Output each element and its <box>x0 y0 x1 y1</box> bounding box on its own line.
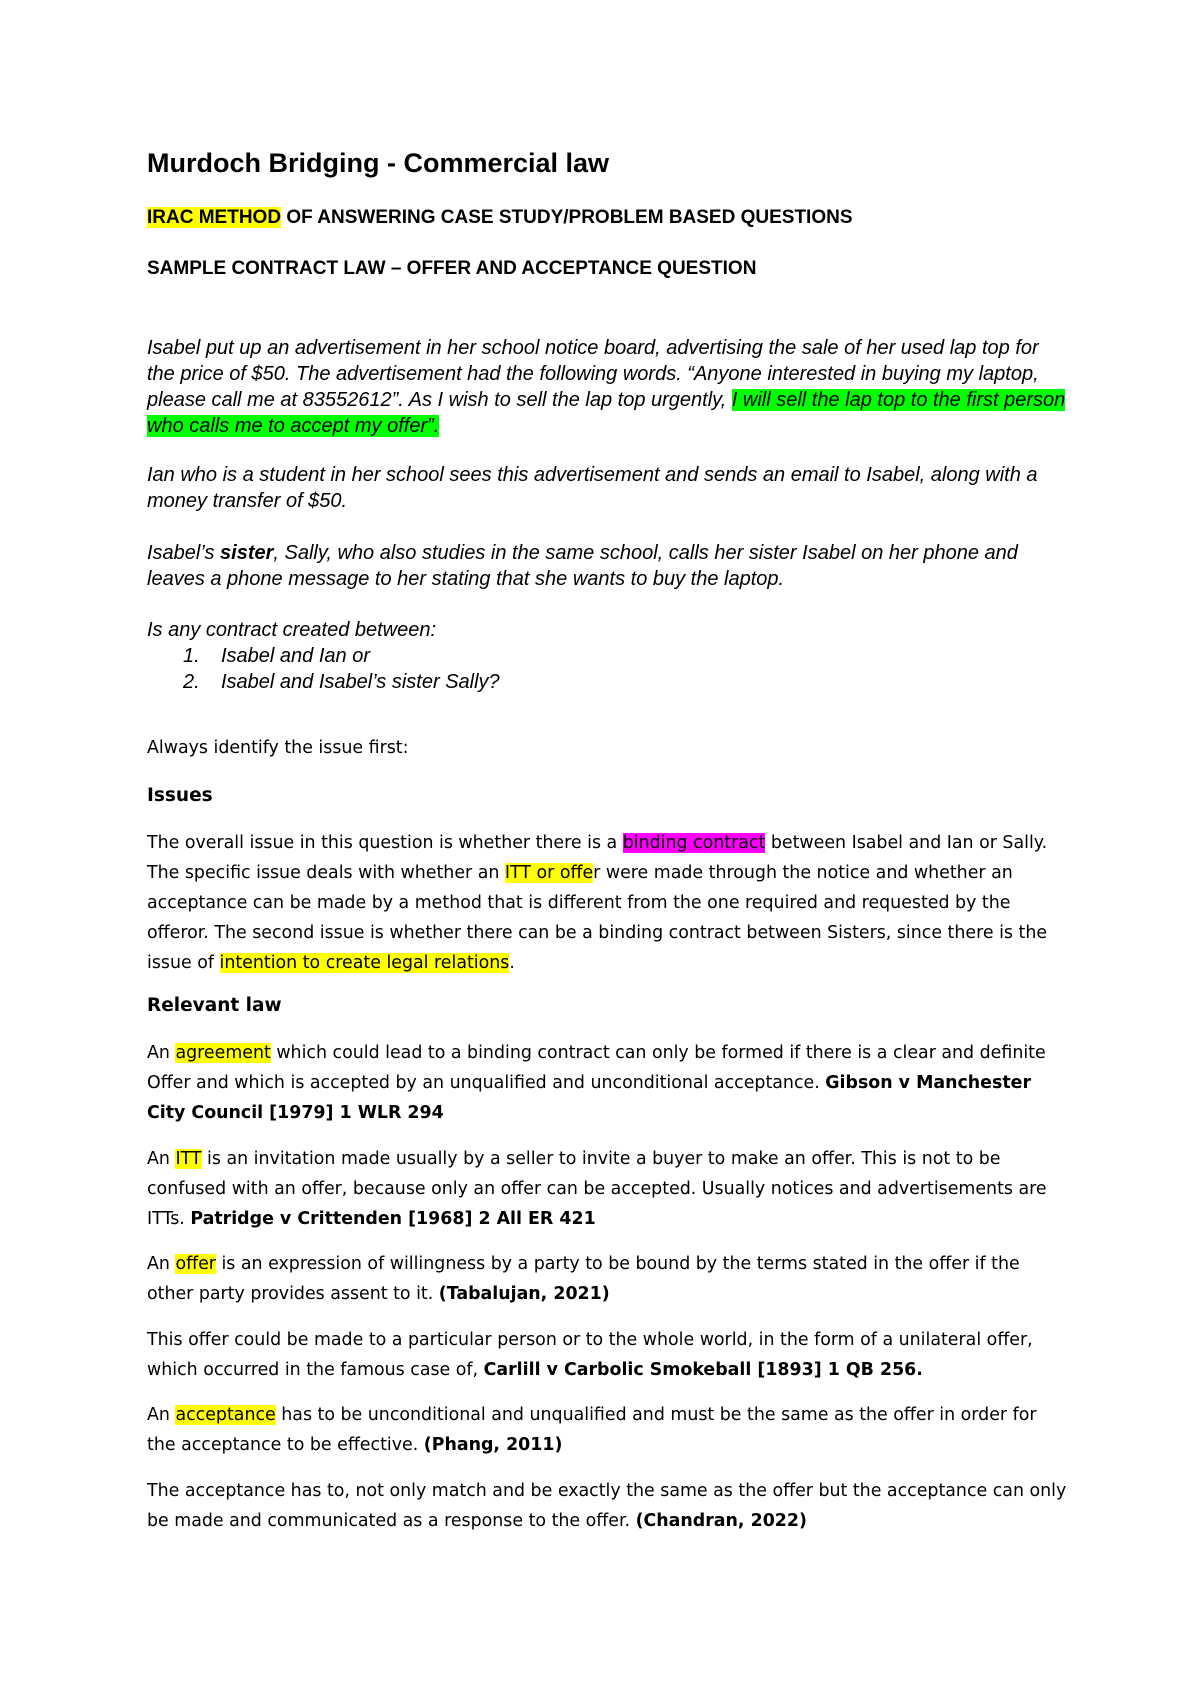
problem-p3-text-b: , Sally, who also studies in the same school, calls her sister Isabel on her phone and leaves a phone message to her stating that she wants to buy the laptop. <box>147 542 1018 590</box>
law-agreement-paragraph <box>147 1038 1067 1128</box>
law-itt-paragraph <box>147 1144 1067 1234</box>
issues-highlight-itt: ITT or offe <box>504 863 594 883</box>
irac-highlight: IRAC METHOD <box>147 207 282 228</box>
law-acceptance-paragraph <box>147 1400 1067 1460</box>
problem-paragraph-1 <box>147 335 1067 439</box>
law-highlight-agreement: agreement <box>175 1043 271 1063</box>
issues-heading: Issues <box>147 785 213 806</box>
issues-highlight-binding-contract: binding contract <box>622 833 766 853</box>
list-item <box>147 669 1067 695</box>
case-citation: (Tabalujan, 2021) <box>438 1284 610 1304</box>
law-text: This offer could be made to a particular person or to the whole world, in the form of a unilateral offer, which occurred in the famous case of, <box>147 1330 1033 1380</box>
question-text: Is any contract created between: <box>147 619 437 641</box>
page-title: Murdoch Bridging - Commercial law <box>147 148 610 178</box>
question-options <box>147 643 1067 695</box>
irac-heading <box>147 207 853 229</box>
case-citation: Carlill v Carbolic Smokeball [1893] 1 QB 256. <box>483 1360 923 1380</box>
issues-paragraph <box>147 828 1067 978</box>
issues-text-4: . <box>509 953 515 973</box>
law-text: which could lead to a binding contract can only be formed if there is a clear and definite Offer and which is accepted by an unqualified and unconditional acceptance. <box>147 1043 1046 1093</box>
problem-p1-text: Isabel put up an advertisement in her school notice board, advertising the sale of her used lap top for the price of $50. The advertisement had the following words. “Anyone interested in buying my laptop, please call me at 83552612”. As I wish to sell the lap top urgently, <box>147 337 1039 411</box>
relevant-law-heading: Relevant law <box>147 995 282 1016</box>
problem-paragraph-3 <box>147 540 1067 592</box>
law-unilateral-paragraph <box>147 1325 1067 1385</box>
problem-p1-highlight: I will sell the lap top to the first person who calls me to accept my offer”. <box>147 389 1066 437</box>
instruction-text: Always identify the issue first: <box>147 738 409 758</box>
law-text: An <box>147 1043 176 1063</box>
law-offer-paragraph <box>147 1249 1067 1309</box>
list-text: Isabel and Isabel’s sister Sally? <box>221 671 500 693</box>
sample-question-heading: SAMPLE CONTRACT LAW – OFFER AND ACCEPTANCE QUESTION <box>147 258 757 279</box>
issues-text-2: between Isabel and Ian or Sally. The specific issue deals with whether an <box>147 833 1048 883</box>
law-text: has to be unconditional and unqualified and must be the same as the offer in order for the acceptance to be effective. <box>147 1405 1037 1455</box>
case-citation: Patridge v Crittenden [1968] 2 All ER 421 <box>190 1209 596 1229</box>
problem-p3-bold: sister <box>220 542 274 564</box>
law-text: is an expression of willingness by a party to be bound by the terms stated in the offer if the other party provides assent to it. <box>147 1254 1020 1304</box>
problem-paragraph-2: Ian who is a student in her school sees this advertisement and sends an email to Isabel, along with a money transfer of $50. <box>147 464 1038 512</box>
law-highlight-itt: ITT <box>175 1149 202 1169</box>
irac-heading-rest: OF ANSWERING CASE STUDY/PROBLEM BASED QUESTIONS <box>281 207 853 228</box>
law-highlight-offer: offer <box>175 1254 216 1274</box>
law-highlight-acceptance: acceptance <box>175 1405 276 1425</box>
issues-text-3: r were made through the notice and whether an acceptance can be made by a method that is different from the one required and requested by the offeror. The second issue is whether there can be a binding contract between Sisters, since there is the issue of <box>147 863 1048 973</box>
law-text: An <box>147 1149 176 1169</box>
law-text: The acceptance has to, not only match and be exactly the same as the offer but the acceptance can only be made and communicated as a response to the offer. <box>147 1481 1067 1531</box>
problem-p3-text-a: Isabel’s <box>147 542 221 564</box>
problem-question <box>147 617 1067 695</box>
list-text: Isabel and Ian or <box>221 645 370 667</box>
issues-highlight-intention: intention to create legal relations <box>219 953 510 973</box>
case-citation: Gibson v Manchester City Council [1979] 1 WLR 294 <box>147 1073 1032 1123</box>
law-text: An <box>147 1254 176 1274</box>
law-text: is an invitation made usually by a seller to invite a buyer to make an offer. This is not to be confused with an offer, because only an offer can be accepted. Usually notices and advertisements are ITTs. <box>147 1149 1047 1229</box>
list-number: 2. <box>183 671 200 693</box>
law-text: An <box>147 1405 176 1425</box>
case-citation: (Phang, 2011) <box>423 1435 563 1455</box>
list-item <box>147 643 1067 669</box>
list-number: 1. <box>183 645 200 667</box>
law-match-paragraph <box>147 1476 1067 1536</box>
case-citation: (Chandran, 2022) <box>635 1511 807 1531</box>
issues-text-1: The overall issue in this question is whether there is a <box>147 833 623 853</box>
